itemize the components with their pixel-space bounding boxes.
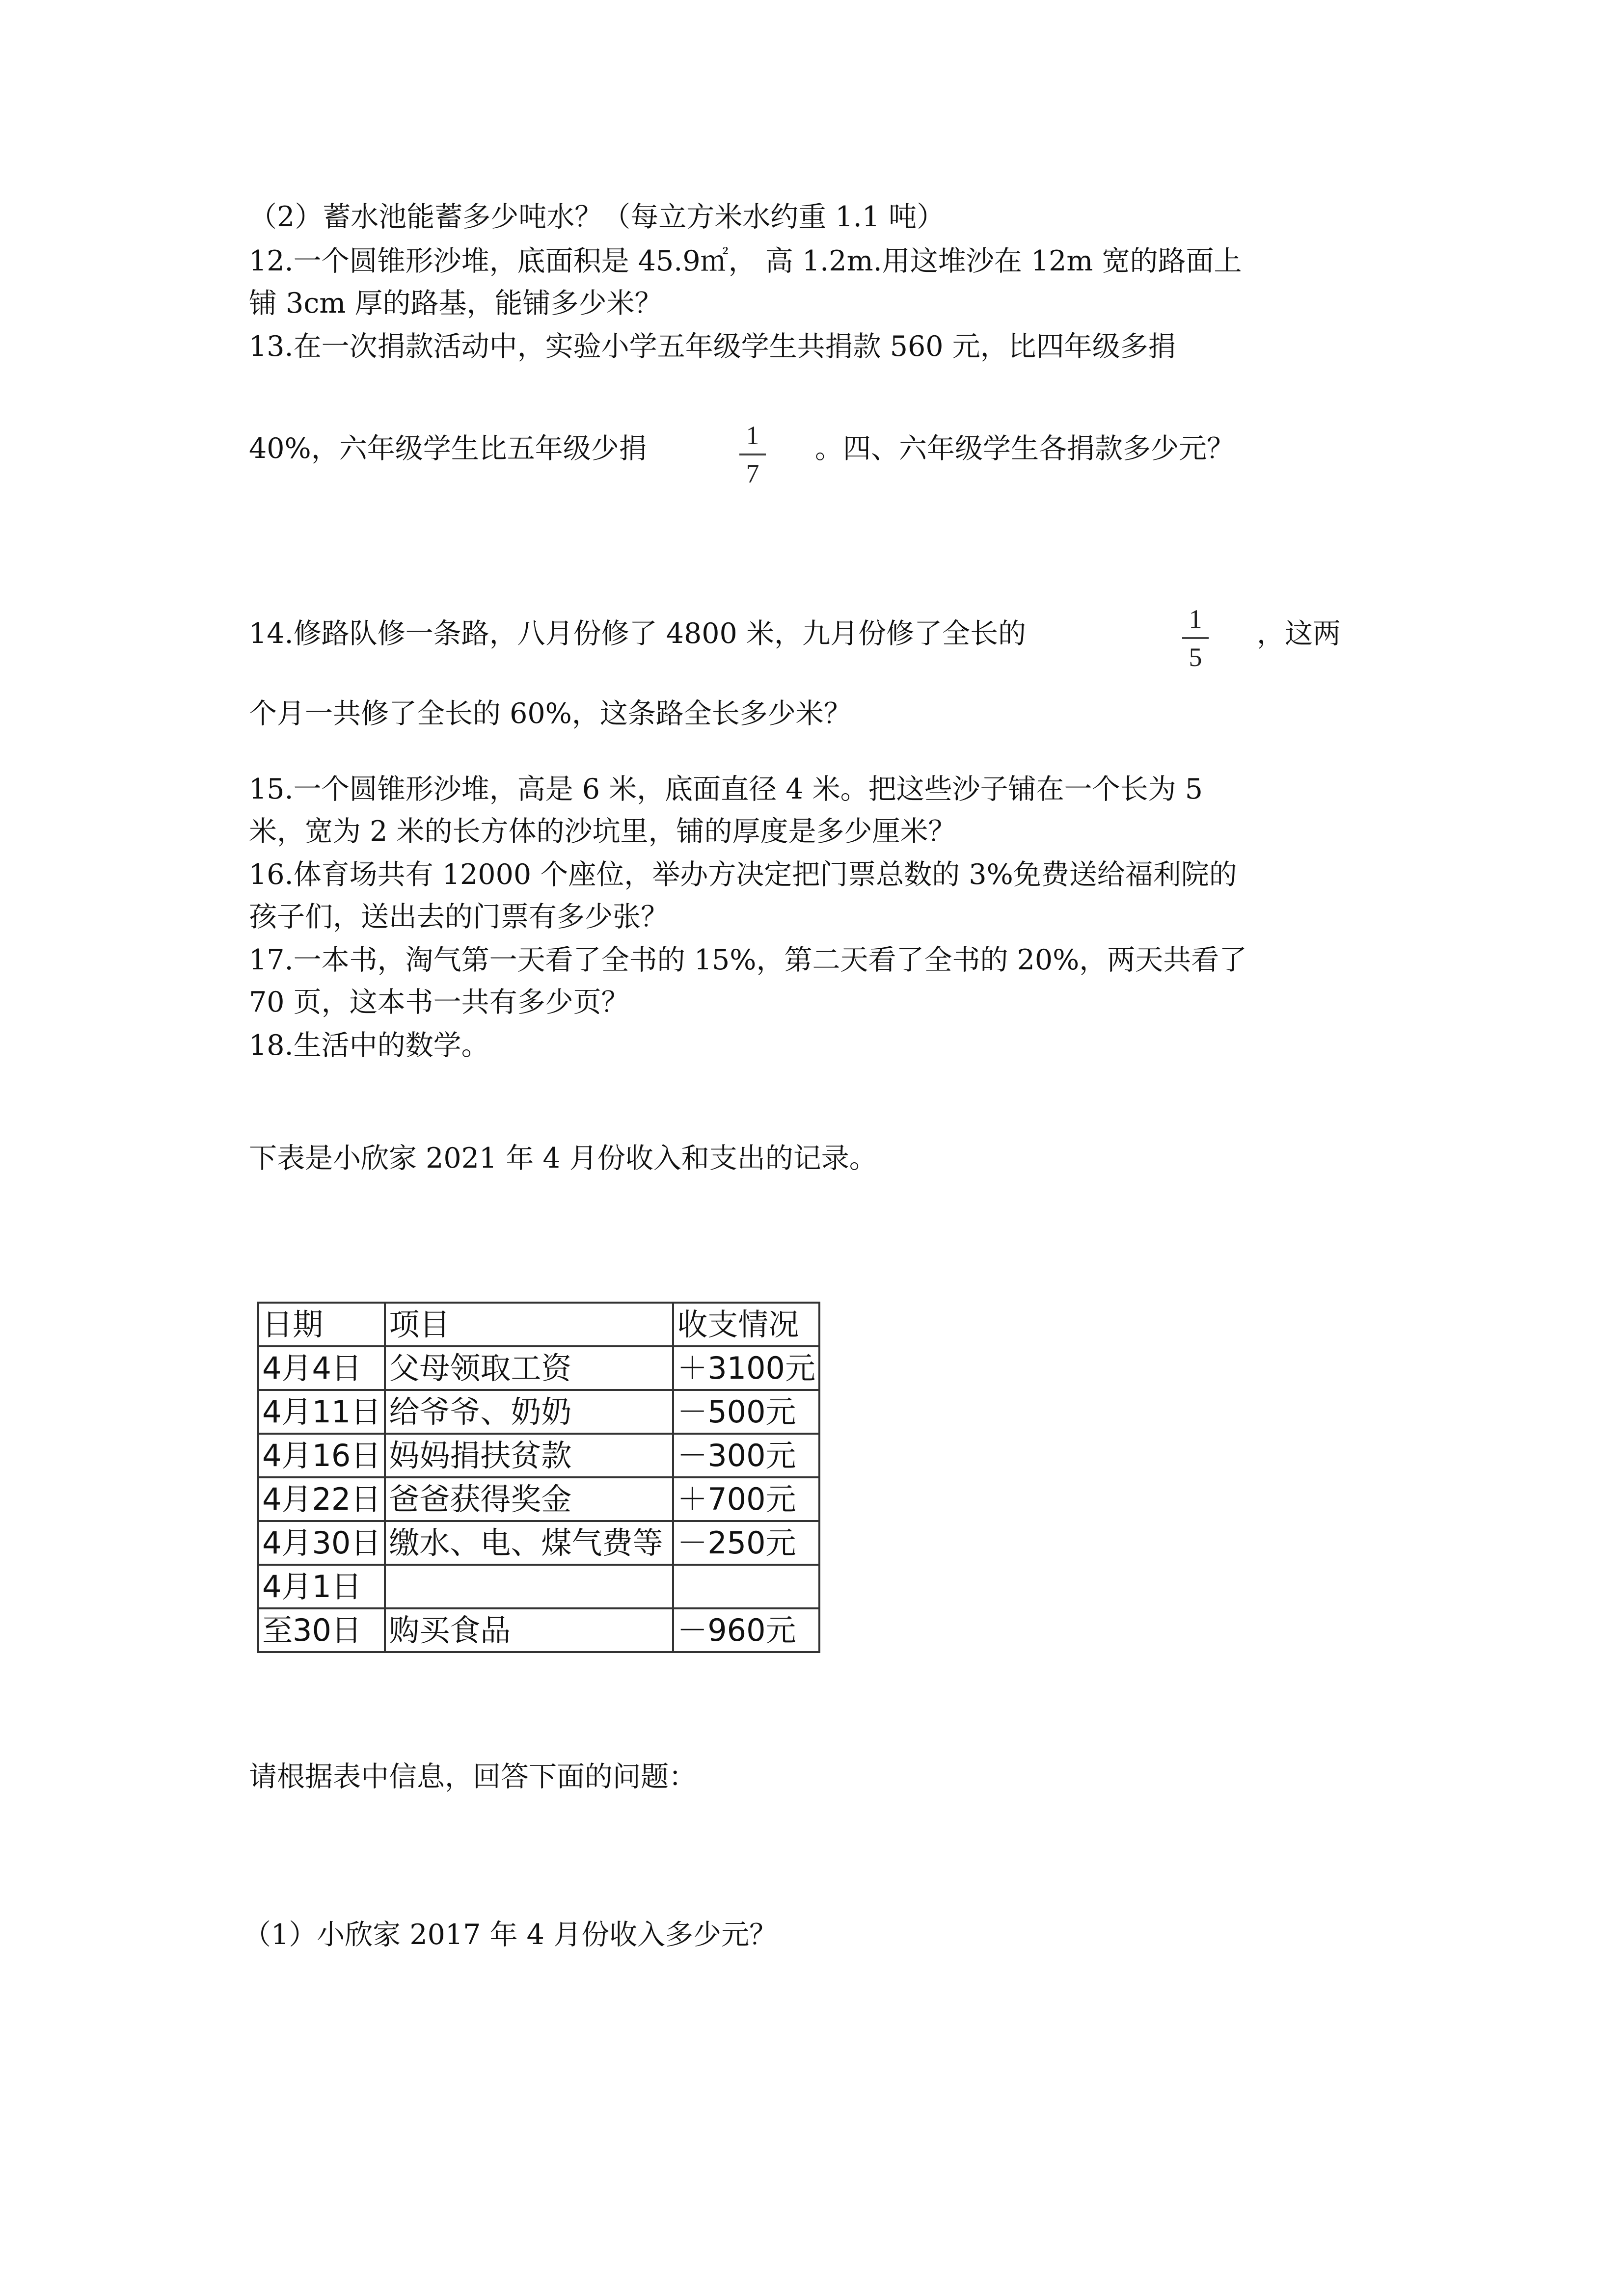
cell-date: 4月22日	[258, 1477, 385, 1521]
fraction-one-seventh	[735, 422, 770, 487]
header-amount: 收支情况	[673, 1303, 819, 1346]
q13-line1: 13.在一次捐款活动中，实验小学五年级学生共捐款 560 元，比四年级多捐	[249, 330, 1176, 363]
sub-question-1: （1）小欣家 2017 年 4 月份收入多少元？	[243, 1919, 778, 1951]
cell-item	[385, 1565, 673, 1608]
q11-part2: （2）蓄水池能蓄多少吨水？（每立方米水约重 1.1 吨）	[249, 201, 945, 233]
fraction-bar	[739, 454, 766, 455]
income-expense-table	[257, 1302, 820, 1653]
cell-date: 4月11日	[258, 1390, 385, 1434]
q16-line1: 16.体育场共有 12000 个座位，举办方决定把门票总数的 3%免费送给福利院的	[249, 858, 1237, 891]
fraction-numerator: 1	[1189, 604, 1202, 634]
table-row	[258, 1565, 819, 1608]
cell-amount: －960元	[673, 1608, 819, 1652]
q17-line2: 70 页，这本书一共有多少页？	[249, 986, 629, 1018]
q14-line1-end: ，这两	[1257, 617, 1341, 650]
cell-date: 4月4日	[258, 1346, 385, 1390]
cell-amount: ＋3100元	[673, 1346, 819, 1390]
cell-date: 至30日	[258, 1608, 385, 1652]
fraction-denominator: 7	[746, 459, 759, 488]
q15-line1: 15.一个圆锥形沙堆，高是 6 米，底面直径 4 米。把这些沙子铺在一个长为 5	[249, 773, 1203, 805]
cell-date: 4月16日	[258, 1434, 385, 1477]
table-row	[258, 1390, 819, 1434]
fraction-numerator: 1	[746, 421, 759, 450]
cell-amount: －300元	[673, 1434, 819, 1477]
cell-amount: －500元	[673, 1390, 819, 1434]
fraction-denominator: 5	[1189, 642, 1202, 672]
cell-item: 爸爸获得奖金	[385, 1477, 673, 1521]
q14-line2: 个月一共修了全长的 60%，这条路全长多少米？	[249, 697, 852, 730]
table-row	[258, 1477, 819, 1521]
fraction-bar	[1182, 637, 1209, 639]
table-header-row	[258, 1303, 819, 1346]
table-row	[258, 1608, 819, 1652]
q12-line2: 铺 3cm 厚的路基，能铺多少米？	[249, 287, 663, 320]
table-row	[258, 1434, 819, 1477]
q17-line1: 17.一本书，淘气第一天看了全书的 15%，第二天看了全书的 20%，两天共看了	[249, 944, 1247, 976]
cell-amount: ＋700元	[673, 1477, 819, 1521]
q13-line2-end: 。四、六年级学生各捐款多少元？	[815, 432, 1235, 465]
fraction-one-fifth	[1178, 606, 1213, 670]
q18-title: 18.生活中的数学。	[249, 1029, 489, 1062]
q16-line2: 孩子们，送出去的门票有多少张？	[249, 901, 669, 933]
cell-date: 4月30日	[258, 1521, 385, 1565]
cell-item: 妈妈捐扶贫款	[385, 1434, 673, 1477]
q15-line2: 米，宽为 2 米的长方体的沙坑里，铺的厚度是多少厘米？	[249, 815, 956, 848]
header-date: 日期	[258, 1303, 385, 1346]
q12-line1: 12.一个圆锥形沙堆，底面积是 45.9㎡， 高 1.2m.用这堆沙在 12m 宽的路面上	[249, 245, 1242, 277]
cell-item: 购买食品	[385, 1608, 673, 1652]
cell-amount: －250元	[673, 1521, 819, 1565]
cell-date: 4月1日	[258, 1565, 385, 1608]
q13-line2-start: 40%，六年级学生比五年级少捐	[249, 432, 647, 465]
q14-line1-start: 14.修路队修一条路，八月份修了 4800 米，九月份修了全长的	[249, 617, 1026, 650]
table-row	[258, 1346, 819, 1390]
header-item: 项目	[385, 1303, 673, 1346]
question-prompt: 请根据表中信息，回答下面的问题：	[249, 1761, 697, 1793]
cell-item: 给爷爷、奶奶	[385, 1390, 673, 1434]
table-row	[258, 1521, 819, 1565]
cell-item: 父母领取工资	[385, 1346, 673, 1390]
cell-amount	[673, 1565, 819, 1608]
table-intro: 下表是小欣家 2021 年 4 月份收入和支出的记录。	[249, 1142, 877, 1175]
cell-item: 缴水、电、煤气费等	[385, 1521, 673, 1565]
